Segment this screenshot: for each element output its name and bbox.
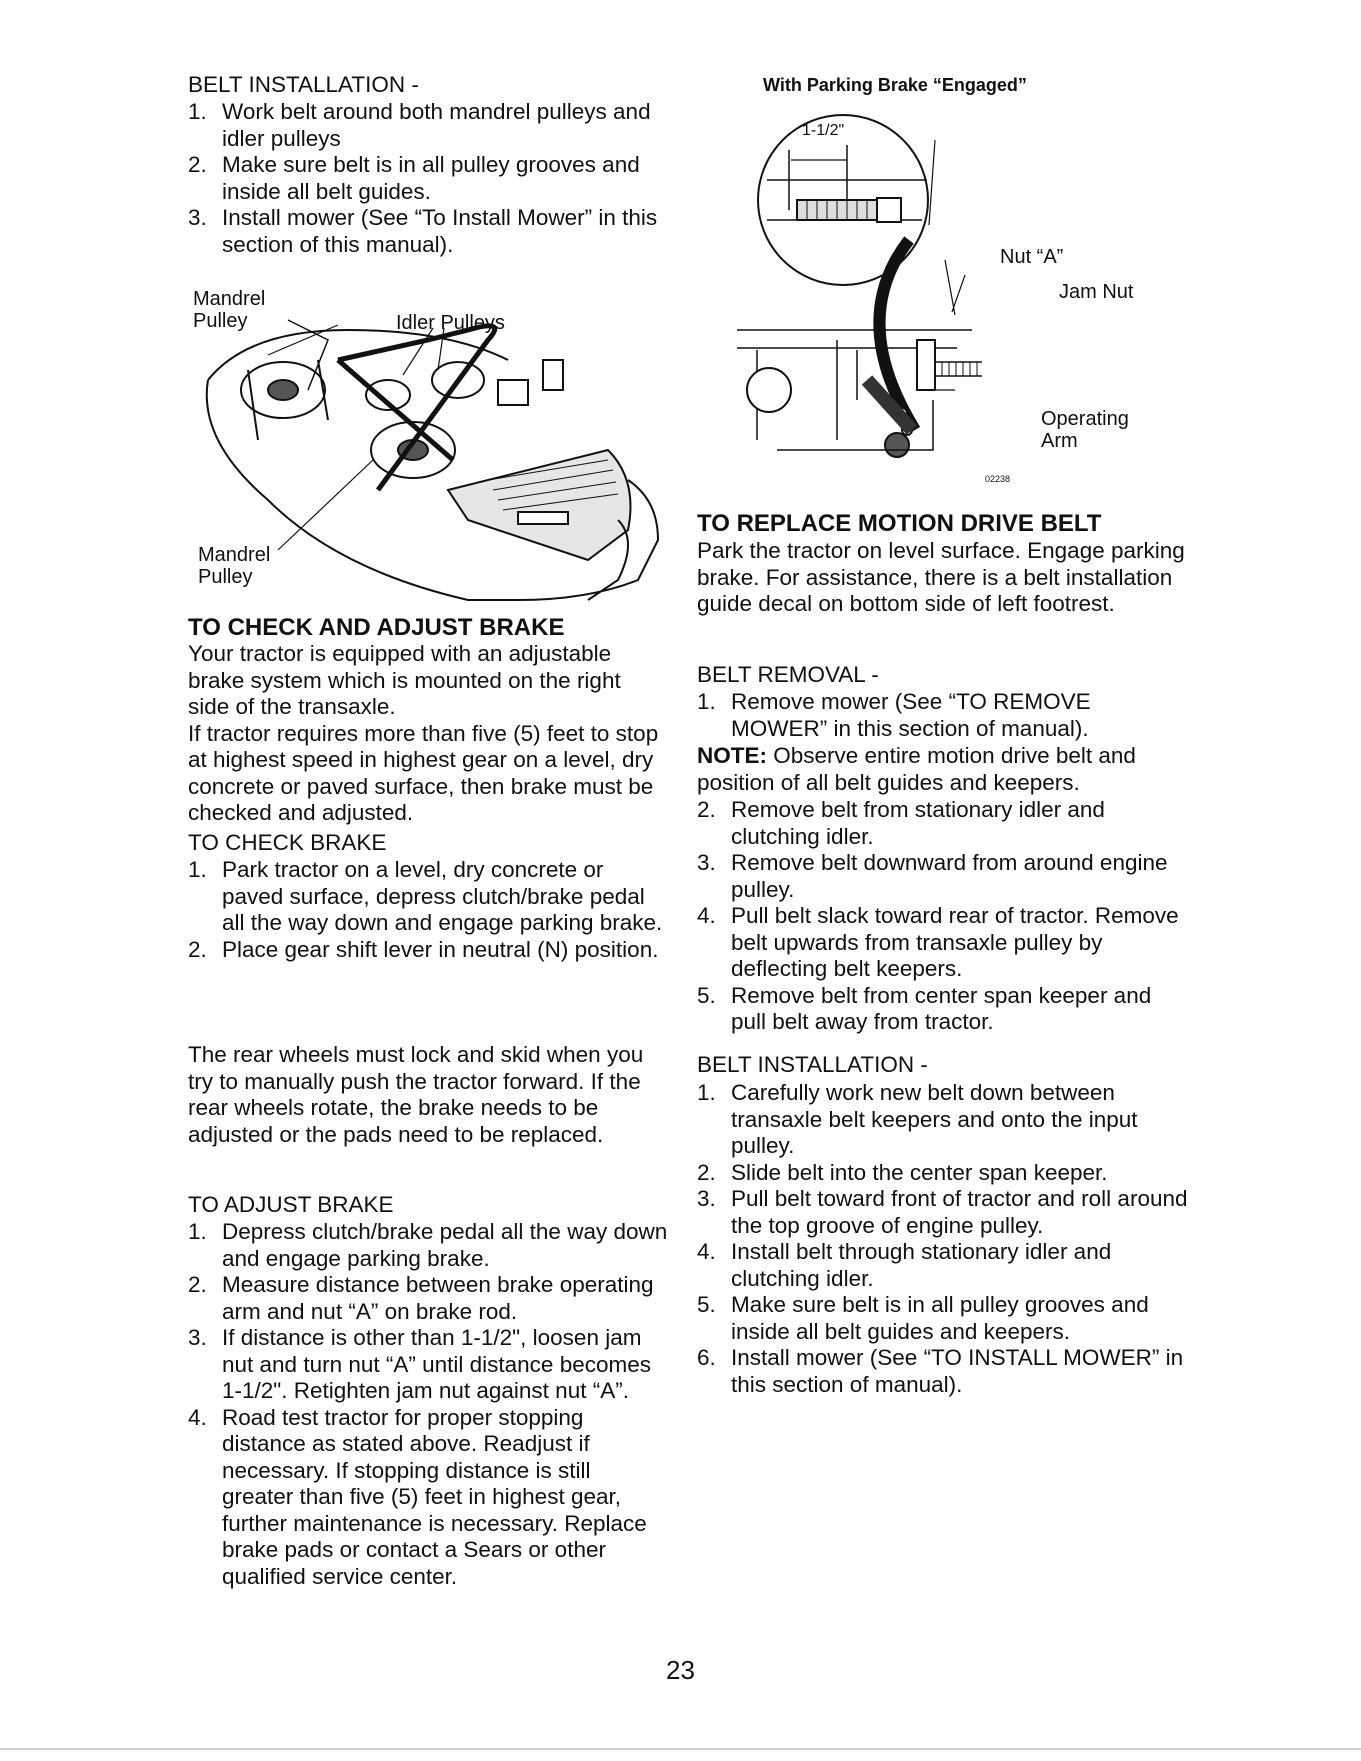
- list-item: 1. Carefully work new belt down between transaxle belt keepers and onto the input pulley.: [697, 1080, 1138, 1158]
- figure-code: 02238: [985, 474, 1011, 484]
- figure-caption: With Parking Brake “Engaged”: [763, 75, 1027, 95]
- list-item: 1. Work belt around both mandrel pulleys and idler pulleys: [188, 99, 651, 151]
- belt-installation-heading: BELT INSTALLATION -: [188, 72, 419, 97]
- list-item: 1. Remove mower (See “TO REMOVE MOWER” in this section of manual).: [697, 689, 1091, 741]
- check-adjust-brake-heading: TO CHECK AND ADJUST BRAKE: [188, 614, 565, 641]
- check-brake-heading: TO CHECK BRAKE: [188, 830, 387, 855]
- belt-removal-steps: [697, 797, 1192, 1036]
- mower-deck-drawing: [188, 300, 668, 630]
- belt-installation-heading-2: BELT INSTALLATION -: [697, 1052, 928, 1077]
- adjust-brake-steps: [188, 1219, 668, 1590]
- mandrel-pulley-top-label: Mandrel Pulley: [193, 288, 266, 332]
- list-item: 3. Pull belt toward front of tractor and roll around the top groove of engine pulley.: [697, 1186, 1188, 1238]
- check-brake-result: The rear wheels must lock and skid when you try to manually push the tractor forward. If the rear wheels rotate, the brake needs to be adjusted or the pads need to be replaced.: [188, 1042, 644, 1147]
- list-item: 3. If distance is other than 1-1/2", loosen jam nut and turn nut “A” until distance becomes 1-1/2". Retighten jam nut against nut “A”.: [188, 1325, 651, 1403]
- note-text: Observe entire motion drive belt and position of all belt guides and keepers.: [697, 743, 1136, 795]
- list-item: 2. Measure distance between brake operating arm and nut “A” on brake rod.: [188, 1272, 654, 1324]
- list-item: 5. Make sure belt is in all pulley grooves and inside all belt guides and keepers.: [697, 1292, 1149, 1344]
- list-item: 3. Remove belt downward from around engine pulley.: [697, 850, 1168, 902]
- list-item: 1. Park tractor on a level, dry concrete or paved surface, depress clutch/brake pedal all the way down and engage parking brake.: [188, 857, 663, 935]
- list-item: 4. Pull belt slack toward rear of tractor. Remove belt upwards from transaxle pulley by deflecting belt keepers.: [697, 903, 1179, 981]
- mower-belt-install-steps: [188, 99, 668, 258]
- list-item: 1. Depress clutch/brake pedal all the way down and engage parking brake.: [188, 1219, 668, 1271]
- check-brake-steps: [188, 857, 668, 963]
- measure-label: 1-1/2": [802, 122, 845, 139]
- replace-belt-heading: TO REPLACE MOTION DRIVE BELT: [697, 510, 1102, 537]
- list-item: 2. Make sure belt is in all pulley grooves and inside all belt guides.: [188, 152, 640, 204]
- intro-paragraph-2: If tractor requires more than five (5) feet to stop at highest speed in highest gear on a level, dry concrete or paved surface, then brake must be checked and adjusted.: [188, 720, 659, 825]
- list-item: 4. Road test tractor for proper stopping distance as stated above. Readjust if necessary. If stopping distance is still greater than five (5) feet in highest gear, further maintenance is necessary. Replace brake pads or contact a Sears or other qualified service center.: [188, 1404, 647, 1589]
- replace-belt-intro: Park the tractor on level surface. Engage parking brake. For assistance, there is a belt installation guide decal on bottom side of left footrest.: [697, 538, 1185, 616]
- page-number: 23: [666, 1655, 695, 1685]
- nut-a-label: Nut “A”: [1000, 246, 1064, 268]
- list-item: 3. Install mower (See “To Install Mower” in this section of this manual).: [188, 205, 658, 257]
- list-item: 6. Install mower (See “TO INSTALL MOWER” in this section of manual).: [697, 1345, 1184, 1397]
- list-item: 2. Slide belt into the center span keeper.: [697, 1159, 1108, 1185]
- list-item: 2. Place gear shift lever in neutral (N) position.: [188, 936, 659, 962]
- list-item: 2. Remove belt from stationary idler and clutching idler.: [697, 797, 1105, 849]
- belt-removal-heading: BELT REMOVAL -: [697, 662, 879, 687]
- drive-belt-install-steps: [697, 1080, 1192, 1398]
- check-adjust-intro: [188, 641, 668, 827]
- belt-removal-note: [697, 743, 1192, 796]
- list-item: 4. Install belt through stationary idler and clutching idler.: [697, 1239, 1112, 1291]
- jam-nut-label: Jam Nut: [1059, 281, 1134, 303]
- operating-arm-label: Operating Arm: [1041, 408, 1129, 452]
- note-label: NOTE:: [697, 743, 767, 768]
- page-bottom-edge: [0, 1748, 1361, 1750]
- mandrel-pulley-bottom-label: Mandrel Pulley: [198, 544, 271, 588]
- list-item: 5. Remove belt from center span keeper and pull belt away from tractor.: [697, 982, 1152, 1034]
- intro-paragraph-1: Your tractor is equipped with an adjustable brake system which is mounted on the right side of the transaxle.: [188, 641, 621, 719]
- adjust-brake-heading: TO ADJUST BRAKE: [188, 1192, 394, 1217]
- belt-removal-step-1: [697, 689, 1192, 742]
- idler-pulleys-label: Idler Pulleys: [396, 312, 505, 334]
